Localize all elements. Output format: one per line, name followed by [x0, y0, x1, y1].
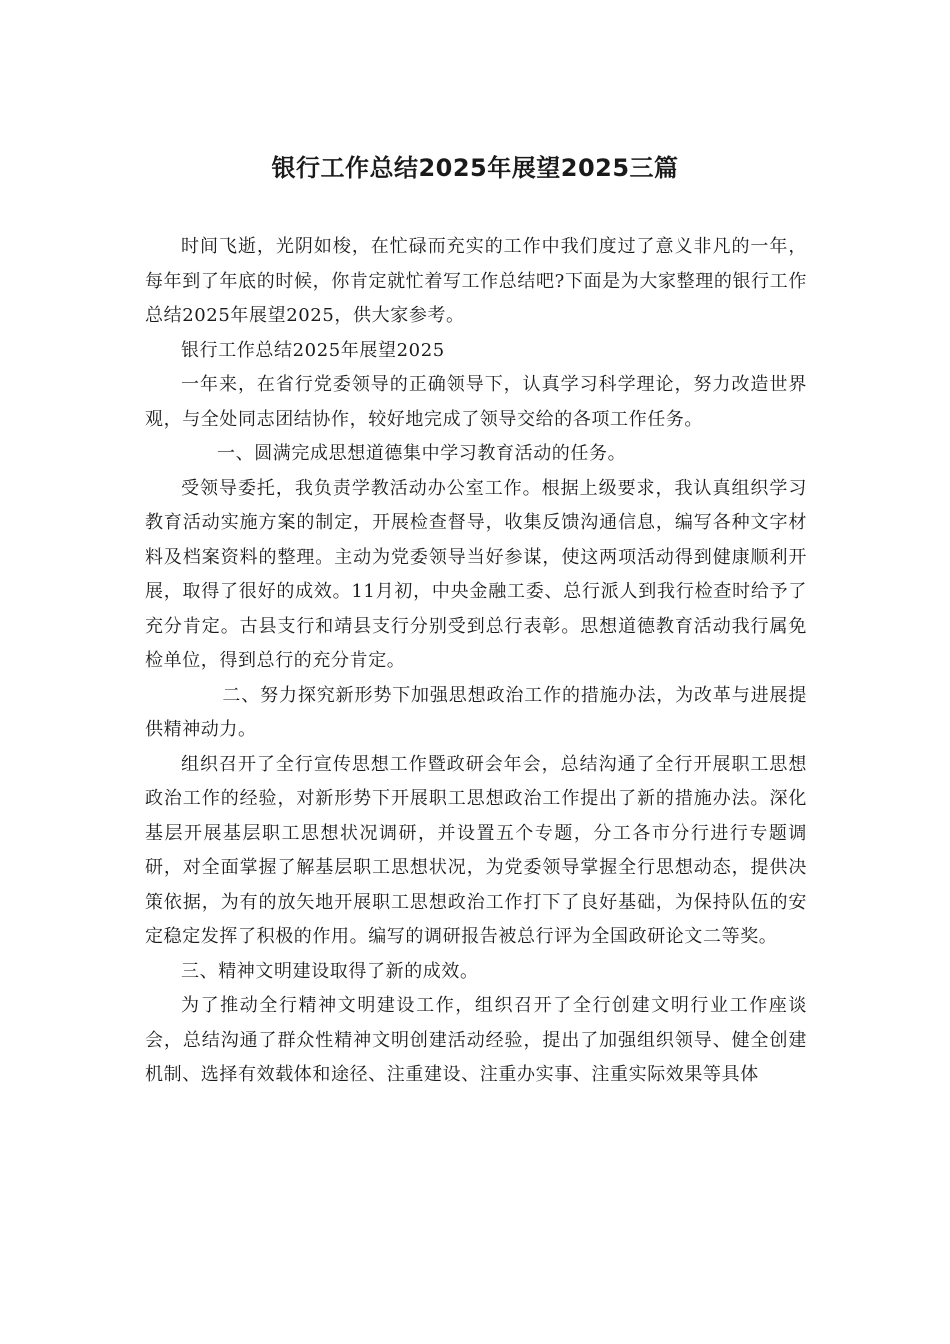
- section-heading-1: 一、圆满完成思想道德集中学习教育活动的任务。: [217, 443, 627, 464]
- document-title: 银行工作总结2025年展望2025三篇: [271, 154, 679, 182]
- paragraph-section-3: 为了推动全行精神文明建设工作，组织召开了全行创建文明行业工作座谈会，总结沟通了群众性精神文明创建活动经验，提出了加强组织领导、健全创建机制、选择有效载体和途径、注重建设、注重办实事、注重实际效果等具体: [145, 995, 807, 1085]
- paragraph-intro: 时间飞逝，光阴如梭，在忙碌而充实的工作中我们度过了意义非凡的一年，每年到了年底的时候，你肯定就忙着写工作总结吧?下面是为大家整理的银行工作总结2025年展望2025，供大家参考。: [145, 236, 807, 326]
- section-heading-2: 二、努力探究新形势下加强思想政治工作的措施办法，为改革与进展提供精神动力。: [145, 684, 807, 740]
- paragraph-overview: 一年来，在省行党委领导的正确领导下，认真学习科学理论，努力改造世界观，与全处同志团结协作，较好地完成了领导交给的各项工作任务。: [145, 374, 807, 430]
- paragraph-section-1: 受领导委托，我负责学教活动办公室工作。根据上级要求，我认真组织学习教育活动实施方案的制定，开展检查督导，收集反馈沟通信息，编写各种文字材料及档案资料的整理。主动为党委领导当好参谋，使这两项活动得到健康顺利开展，取得了很好的成效。11月初，中央金融工委、总行派人到我行检查时给予了充分肯定。古县支行和靖县支行分别受到总行表彰。思想道德教育活动我行属免检单位，得到总行的充分肯定。: [145, 477, 807, 671]
- document-body: [145, 230, 807, 1093]
- section-heading-3: 三、精神文明建设取得了新的成效。: [181, 960, 479, 982]
- paragraph-subtitle: 银行工作总结2025年展望2025: [181, 339, 445, 361]
- paragraph-section-2: 组织召开了全行宣传思想工作暨政研会年会，总结沟通了全行开展职工思想政治工作的经验，对新形势下开展职工思想政治工作提出了新的措施办法。深化基层开展基层职工思想状况调研，并设置五个专题，分工各市分行进行专题调研，对全面掌握了解基层职工思想状况，为党委领导掌握全行思想动态，提供决策依据，为有的放矢地开展职工思想政治工作打下了良好基础，为保持队伍的安定稳定发挥了积极的作用。编写的调研报告被总行评为全国政研论文二等奖。: [145, 753, 807, 947]
